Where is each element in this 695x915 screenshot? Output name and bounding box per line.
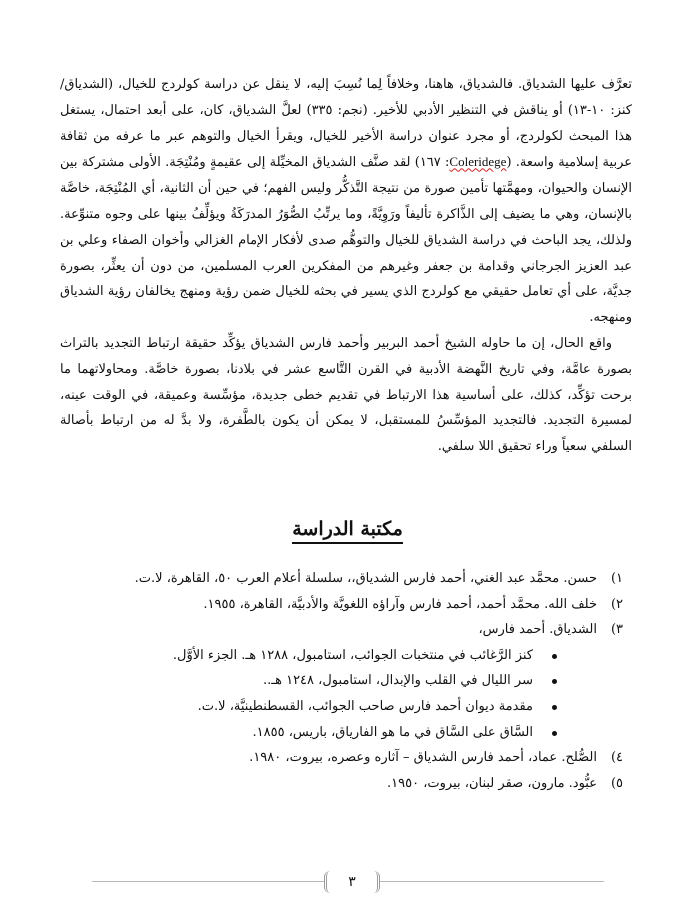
reference-item: ١) حسن. محمَّد عبد الغني، أحمد فارس الشدياق،، سلسلة أعلام العرب ٥٠، القاهرة، لا.ت. <box>134 571 623 586</box>
coleridge-name: Coleridege <box>449 154 507 170</box>
reference-item: ٢) خلف الله. محمَّد أحمد، أحمد فارس وآراؤه اللغويَّة والأدبيَّة، القاهرة، ١٩٥٥. <box>203 596 623 612</box>
reference-item: ٣) الشدياق. أحمد فارس، كنز الرَّغائب في منتخبات الجوائب، استامبول، ١٢٨٨ هـ. الجزء الأوَّل. سر الليال في القلب والإبدال، استامبول، ١٢٤٨ هـ.. مقدمة ديوان أحمد فارس صاحب الجوائب، القسطنطينيَّة، لا.ت. السَّاق على السَّاق في ما هو الفارياق، باريس، ١٨٥٥. <box>60 617 623 745</box>
bullet-icon <box>552 731 557 736</box>
sub-reference-item: مقدمة ديوان أحمد فارس صاحب الجوائب، القسطنطينيَّة، لا.ت. <box>60 694 597 720</box>
reference-item: ٤) الصُّلح. عماد، أحمد فارس الشدياق – آثاره وعصره، بيروت، ١٩٨٠. <box>249 750 623 766</box>
bullet-icon <box>552 679 557 684</box>
paragraph-2: واقع الحال، إن ما حاوله الشيخ أحمد البربير وأحمد فارس الشدياق يؤكِّد حقيقة ارتباط التجديد بالتراث بصورة عامَّة، وفي تاريخ النَّهضة الأدبية في القرن التَّاسع عشر في بلادنا، بصورة خاصَّة. ومحاولاتهما ما برحت تؤكِّد، كذلك، على أساسية هذا الارتباط في تقديم خطى جديدة، مؤسِّسة وعميقة، في الوقت عينه، لمسيرة التجديد. فالتجديد المؤسِّسُ للمستقبل، لا يمكن أن يكون بالطَّفرة، ولا بدَّ له من ارتباط بأصالة السلفي سعياً وراء تحقيق اللا سلفي. <box>60 335 632 455</box>
bullet-icon <box>552 705 557 710</box>
page-number: ٣ <box>324 871 380 893</box>
paragraph-1: تعرَّف عليها الشدياق. فالشدياق، هاهنا، وخلافاً لِما نُسِبَ إليه، لا ينقل عن دراسة كولردج للخيال، (الشدياق/كنز: ١٠-١٣) أو يناقش في التنظير الأدبي للأخير. (نجم: ٣٣٥) لعلَّ الشدياق، كان، على أبعد احتمال، يستغل هذا المبحث لكولردج، أو مجرد عنوان دراسة الأخير للخيال، ويقرأ الخيال والتوهم عبر ما عرفه من ثقافة عربية إسلامية واسعة. (Coleridege: ١٦٧) لقد صنَّف الشدياق المخيِّلة إلى عقيمةٍ ومُنْتِجَة. الأولى مشتركة بين الإنسان والحيوان، ومهمَّتها تأمين صورة من نتيجة التَّذكُّر وليس الفهم؛ في حين أن الثانية، أي المُنْتِجَة، خاصَّة بالإنسان، وهي ما يضيف إلى الذَّاكرة تأليفاً ورَوِيَّةً، وما يرتِّبُ الصُّوَرُ المدرَكَةُ ويؤلِّفُ بينها على وجوه متنوِّعة. ولذلك، يجد الباحث في دراسة الشدياق للخيال والتوهُّم صدى لأفكار الإمام الغزالي وأخوان الصفاء وعلي بن عبد العزيز الجرجاني وقدامة بن جعفر وغيرهم من المفكرين العرب المسلمين، من دون أن يعثِّر، بصورة جديَّة، على أي تعامل حقيقي مع كولردج الذي يسير في بحثه للخيال ضمن رؤية ومنهج يخالفان رؤية الشدياق ومنهجه. <box>60 77 633 326</box>
bullet-icon <box>552 654 557 659</box>
body-text <box>60 72 632 460</box>
reference-item: ٥) عبُّود. مارون، صقر لبنان، بيروت، ١٩٥٠. <box>386 775 623 791</box>
sub-reference-item: سر الليال في القلب والإبدال، استامبول، ١٢٤٨ هـ.. <box>60 668 597 694</box>
references-list <box>60 566 623 796</box>
sub-reference-item: كنز الرَّغائب في منتخبات الجوائب، استامبول، ١٢٨٨ هـ. الجزء الأوَّل. <box>60 643 597 669</box>
section-heading: مكتبة الدراسة <box>0 518 695 540</box>
sub-references-list <box>60 643 597 745</box>
sub-reference-item: السَّاق على السَّاق في ما هو الفارياق، باريس، ١٨٥٥. <box>60 720 597 746</box>
